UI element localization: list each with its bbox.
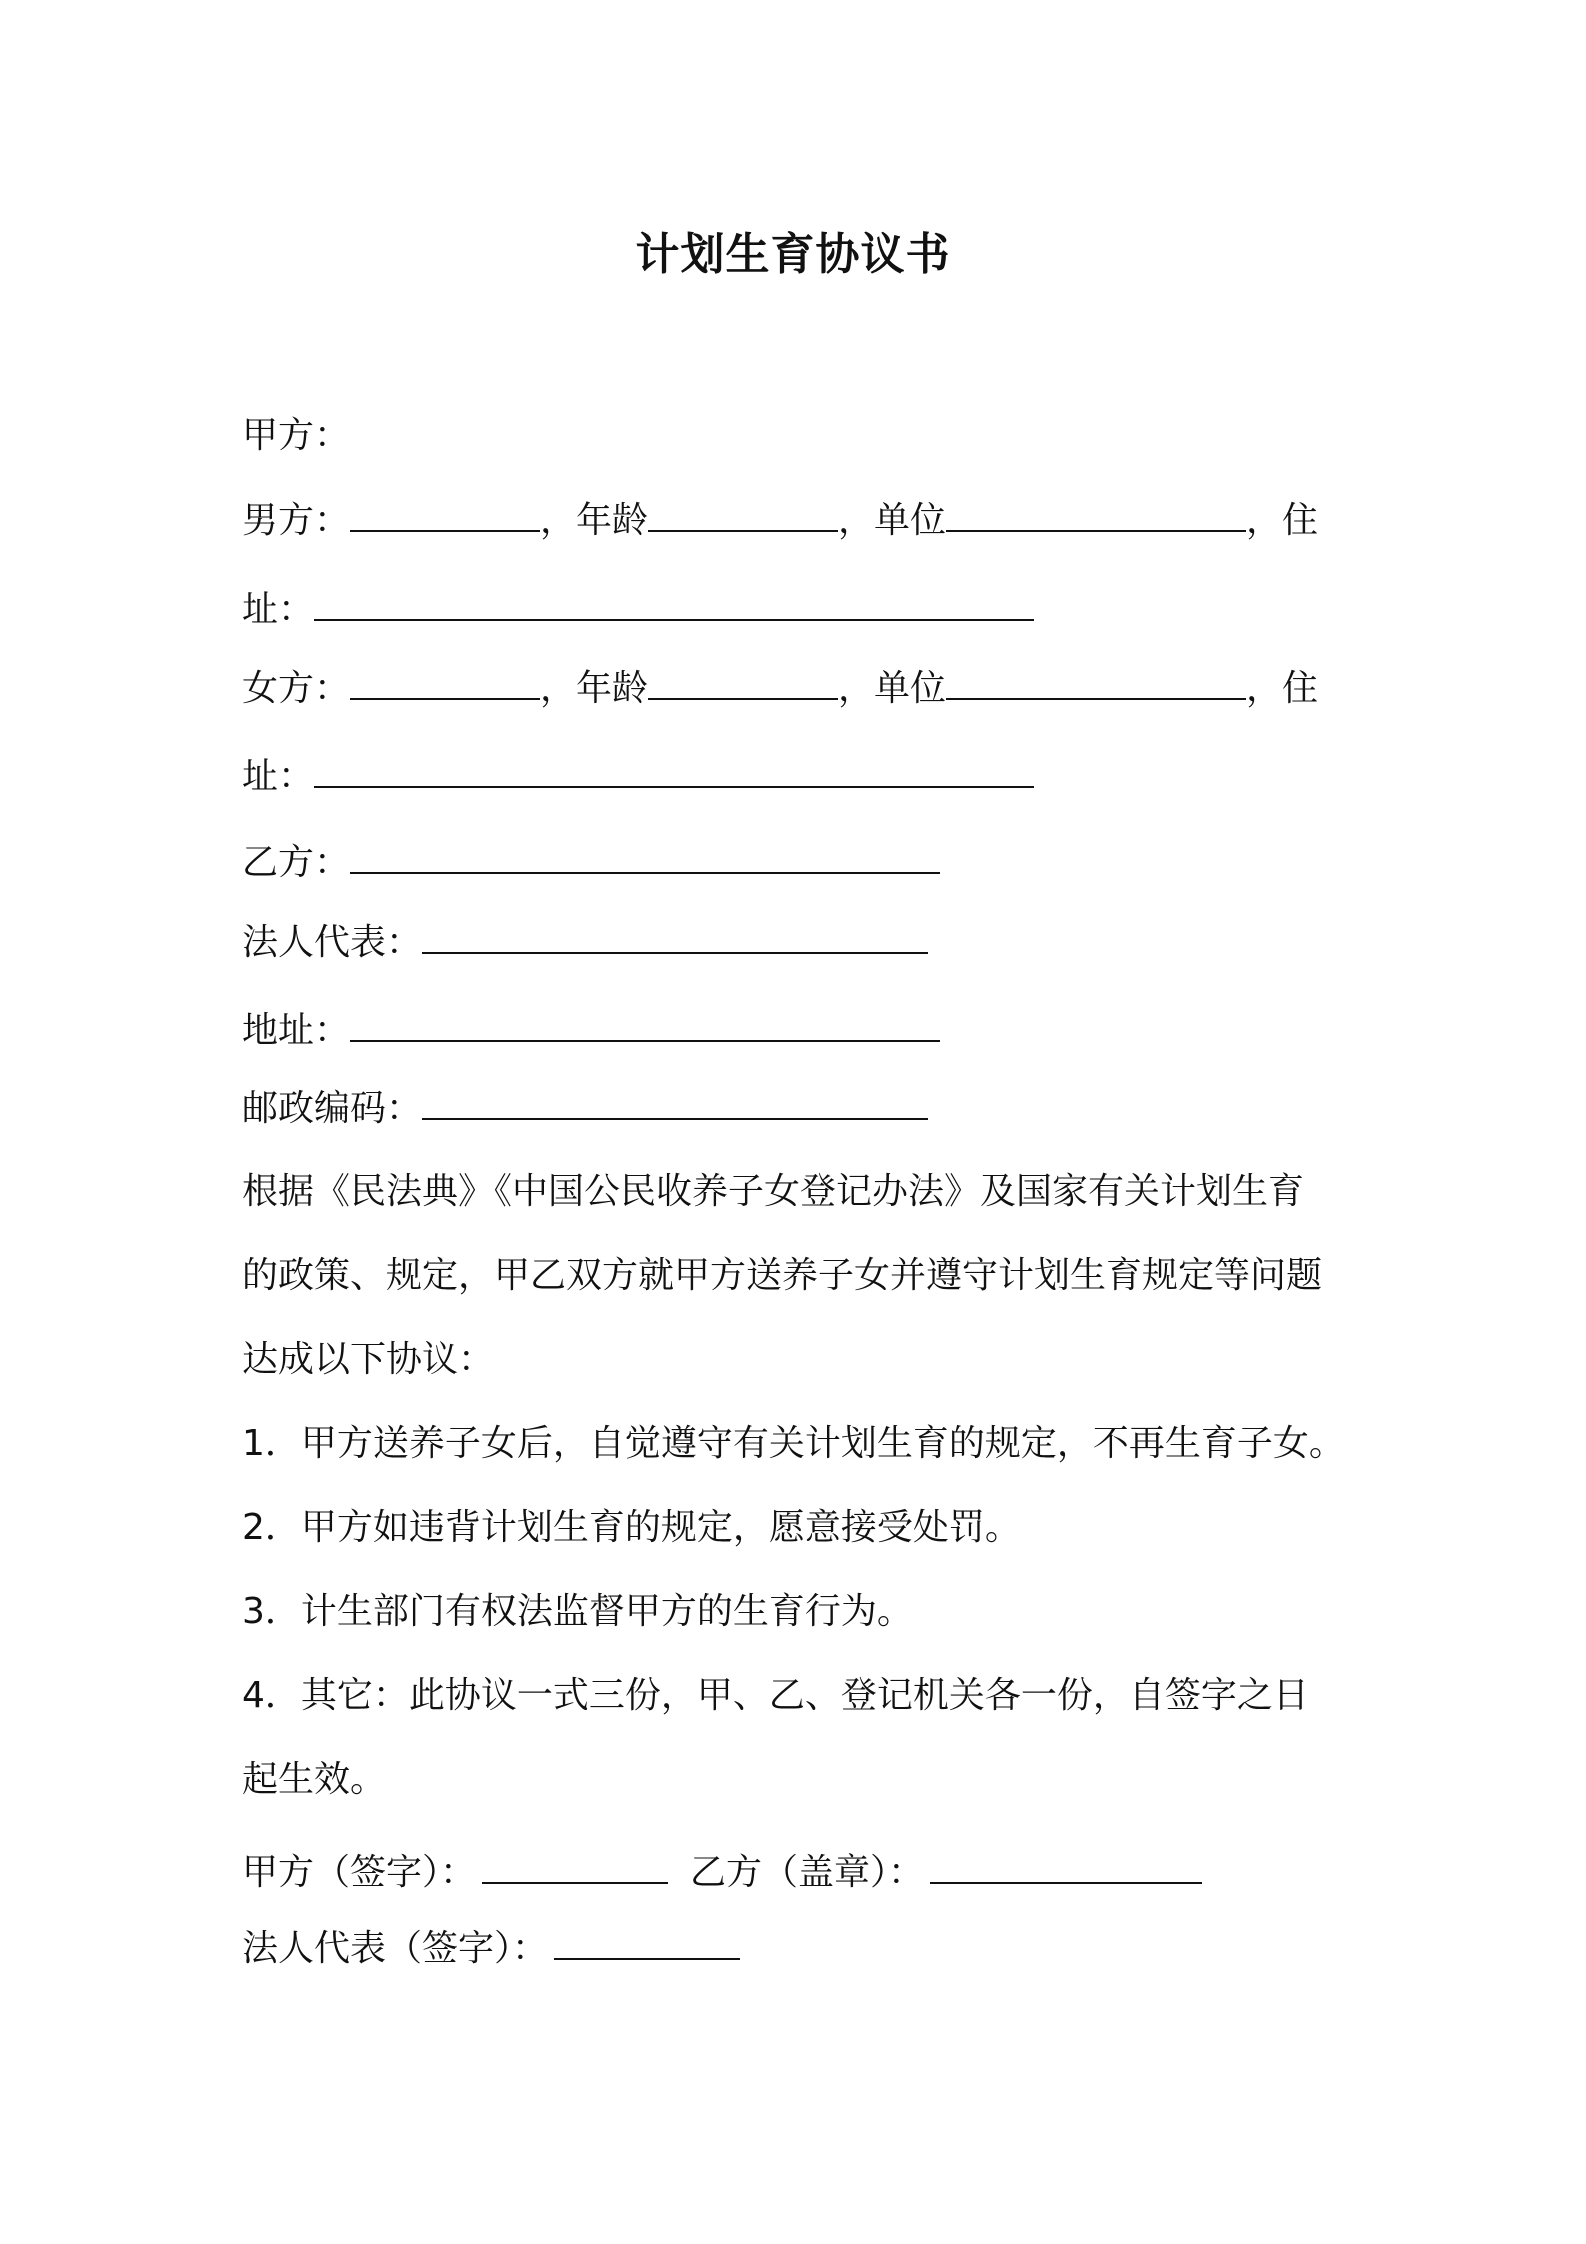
- male-unit-blank[interactable]: [946, 496, 1246, 532]
- male-address-label-start: ，住: [1246, 500, 1319, 541]
- male-address-blank[interactable]: [314, 585, 1034, 621]
- legal-rep-signature-blank[interactable]: [554, 1924, 740, 1960]
- male-age-blank[interactable]: [648, 496, 838, 532]
- female-unit-blank[interactable]: [946, 664, 1246, 700]
- postal-code-label: 邮政编码：: [242, 1088, 423, 1129]
- party-b-seal-label: 乙方（盖章）：: [690, 1852, 925, 1893]
- clause-1: 1．甲方送养子女后，自觉遵守有关计划生育的规定，不再生育子女。: [242, 1423, 1345, 1464]
- male-address-row: [242, 585, 1034, 632]
- party-b-label: 乙方：: [242, 842, 351, 883]
- female-name-blank[interactable]: [350, 664, 540, 700]
- intro-line: 的政策、规定，甲乙双方就甲方送养子女并遵守计划生育规定等问题: [242, 1255, 1323, 1296]
- legal-rep-signature-row: [242, 1924, 740, 1971]
- legal-rep-row: [242, 918, 928, 965]
- intro-line: 根据《民法典》《中国公民收养子女登记办法》及国家有关计划生育: [242, 1171, 1305, 1212]
- female-address-blank[interactable]: [314, 752, 1034, 788]
- female-age-blank[interactable]: [648, 664, 838, 700]
- party-b-seal-blank[interactable]: [930, 1848, 1202, 1884]
- party-b-blank[interactable]: [350, 838, 940, 874]
- male-address-label-end: 址：: [242, 589, 315, 630]
- clause-4: 4．其它：此协议一式三份，甲、乙、登记机关各一份，自签字之日: [242, 1675, 1309, 1716]
- party-a-signature-blank[interactable]: [482, 1848, 668, 1884]
- postal-code-blank[interactable]: [422, 1084, 928, 1120]
- clause-3: 3．计生部门有权法监督甲方的生育行为。: [242, 1591, 913, 1632]
- signature-row: [242, 1848, 1202, 1895]
- female-info-row: [242, 664, 1318, 711]
- party-a-heading: [242, 414, 350, 458]
- female-address-row: [242, 752, 1034, 799]
- male-label: 男方：: [242, 500, 351, 541]
- male-info-row: [242, 496, 1318, 543]
- legal-rep-label: 法人代表：: [242, 922, 423, 963]
- clause-2: 2．甲方如违背计划生育的规定，愿意接受处罚。: [242, 1507, 1021, 1548]
- male-name-blank[interactable]: [350, 496, 540, 532]
- female-unit-label: ，单位: [838, 668, 947, 709]
- party-a-signature-label: 甲方（签字）：: [242, 1852, 477, 1893]
- intro-line: 达成以下协议：: [242, 1339, 495, 1380]
- party-b-row: [242, 838, 940, 885]
- document-title: 计划生育协议书: [635, 229, 951, 280]
- party-b-address-blank[interactable]: [350, 1006, 940, 1042]
- male-unit-label: ，单位: [838, 500, 947, 541]
- male-age-label: ，年龄: [540, 500, 649, 541]
- postal-code-row: [242, 1084, 928, 1131]
- female-age-label: ，年龄: [540, 668, 649, 709]
- legal-rep-signature-label: 法人代表（签字）：: [242, 1928, 549, 1969]
- female-address-label-start: ，住: [1246, 668, 1319, 709]
- party-b-address-row: [242, 1006, 940, 1053]
- legal-rep-blank[interactable]: [422, 918, 928, 954]
- female-address-label-end: 址：: [242, 756, 315, 797]
- clause-4-continued: 起生效。: [242, 1759, 387, 1800]
- party-b-address-label: 地址：: [242, 1010, 351, 1051]
- party-a-label: 甲方：: [242, 415, 351, 456]
- female-label: 女方：: [242, 668, 351, 709]
